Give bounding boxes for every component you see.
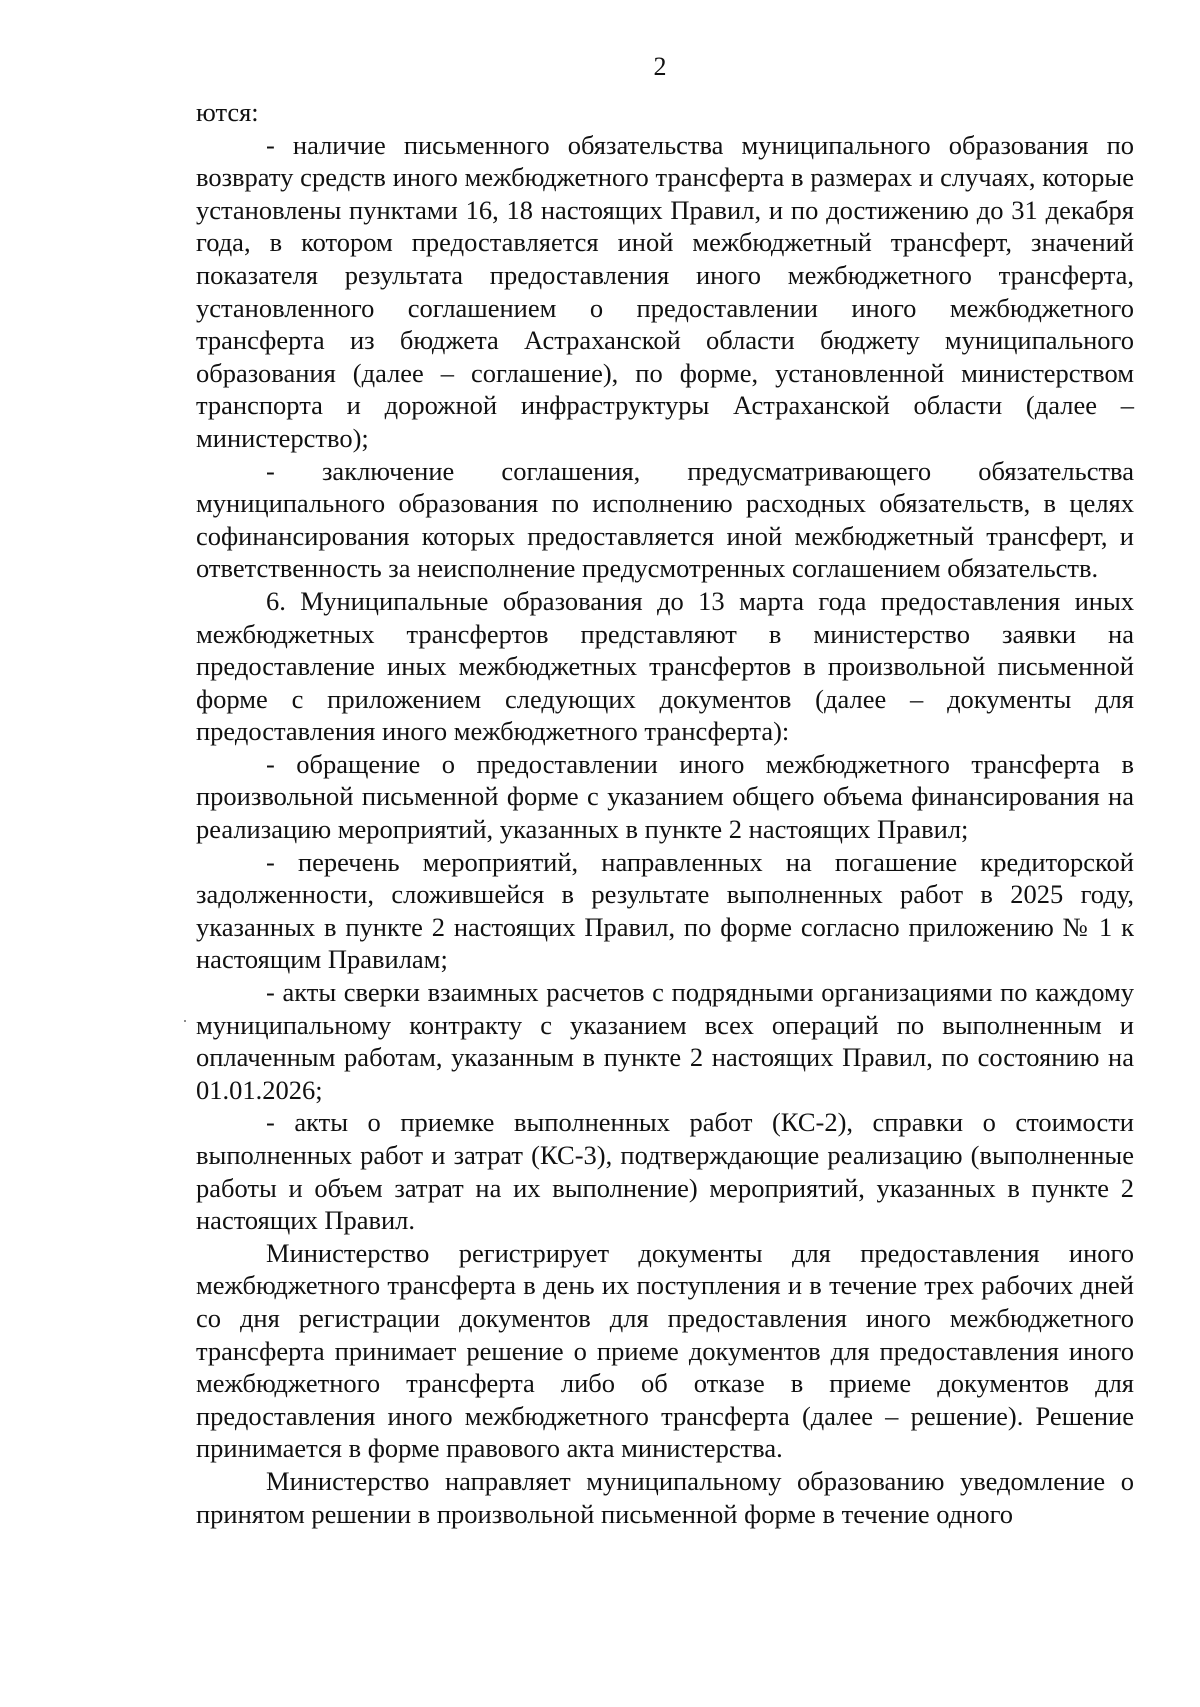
paragraph-application-request: - обращение о предоставлении иного межбюджетного трансферта в произвольной письменной форме с указанием общего объема финансирования на реализацию мероприятий, указанных в пункте 2 настоящих Правил; bbox=[196, 748, 1134, 845]
paragraph-written-obligation: - наличие письменного обязательства муниципального образования по возврату средств иного межбюджетного трансферта в размерах и случаях, которые установлены пунктами 16, 18 настоящих Правил, и по достижению до 31 декабря года, в котором предоставляется иной межбюджетный трансферт, значений показателя результата предоставления иного межбюджетного трансферта, установленного соглашением о предоставлении иного межбюджетного трансферта из бюджета Астраханской области бюджету муниципального образования (далее – соглашение), по форме, установленной министерством транспорта и дорожной инфраструктуры Астраханской области (далее – министерство); bbox=[196, 129, 1134, 453]
scan-speck bbox=[184, 1020, 186, 1022]
paragraph-acceptance-acts: - акты о приемке выполненных работ (КС-2), справки о стоимости выполненных работ и затрат (КС-3), подтверждающие реализацию (выполненные работы и объем затрат на их выполнение) мероприятий, указанных в пункте 2 настоящих Правил. bbox=[196, 1107, 1134, 1236]
page-number: 2 bbox=[653, 52, 667, 81]
document-body bbox=[196, 96, 1134, 1530]
paragraph-ministry-notification: Министерство направляет муниципальному образованию уведомление о принятом решении в произвольной письменной форме в течение одного bbox=[196, 1465, 1134, 1529]
paragraph-continuation: ются: bbox=[196, 97, 259, 127]
paragraph-item-6: 6. Муниципальные образования до 13 марта года предоставления иных межбюджетных трансфертов представляют в министерство заявки на предоставление иных межбюджетных трансфертов в произвольной письменной форме с приложением следующих документов (далее – документы для предоставления иного межбюджетного трансферта): bbox=[196, 585, 1134, 747]
paragraph-agreement-conclusion: - заключение соглашения, предусматривающего обязательства муниципального образования по исполнению расходных обязательств, в целях софинансирования которых предоставляется иной межбюджетный трансферт, и ответственность за неисполнение предусмотренных соглашением обязательств. bbox=[196, 455, 1134, 584]
paragraph-ministry-registration: Министерство регистрирует документы для предоставления иного межбюджетного трансферта в день их поступления и в течение трех рабочих дней со дня регистрации документов для предоставления иного межбюджетного трансферта принимает решение о приеме документов для предоставления иного межбюджетного трансферта либо об отказе в приеме документов для предоставления иного межбюджетного трансферта (далее – решение). Решение принимается в форме правового акта министерства. bbox=[196, 1237, 1134, 1464]
paragraph-measures-list: - перечень мероприятий, направленных на погашение кредиторской задолженности, сложившейся в результате выполненных работ в 2025 году, указанных в пункте 2 настоящих Правил, по форме согласно приложению № 1 к настоящим Правилам; bbox=[196, 846, 1134, 975]
paragraph-reconciliation-acts: - акты сверки взаимных расчетов с подрядными организациями по каждому муниципальному контракту с указанием всех операций по выполненным и оплаченным работам, указанным в пункте 2 настоящих Правил, по состоянию на 01.01.2026; bbox=[196, 977, 1134, 1105]
